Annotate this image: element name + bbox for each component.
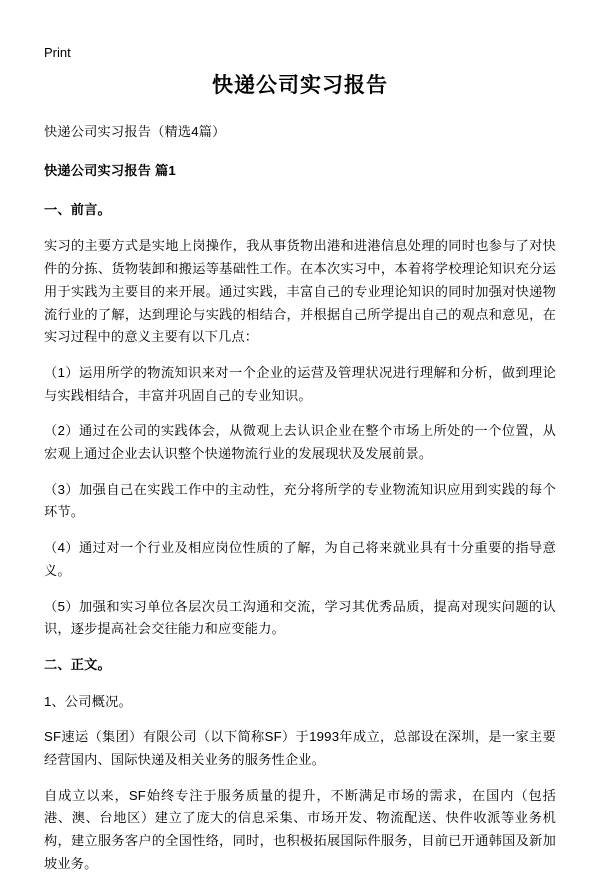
paragraph-point-3: （3）加强自己在实践工作中的主动性，充分将所学的专业物流知识应用到实践的每个环节。 — [44, 481, 556, 520]
section-heading-report-1: 快递公司实习报告 篇1 — [44, 163, 176, 178]
paragraph-point-2: （2）通过在公司的实践体会，从微观上去认识企业在整个市场上所处的一个位置，从宏观上通过企业去认识整个快递物流行业的发展现状及发展前景。 — [44, 423, 556, 462]
document-subtitle: 快递公司实习报告（精选4篇） — [44, 124, 226, 140]
section-heading-preface: 一、前言。 — [44, 201, 111, 217]
paragraph-company-intro: SF速运（集团）有限公司（以下简称SF）于1993年成立，总部设在深圳，是一家主要经营国内、国际快递及相关业务的服务性企业。 — [44, 729, 556, 768]
document-content — [44, 72, 556, 889]
paragraph-company-history: 自成立以来，SF始终专注于服务质量的提升，不断满足市场的需求，在国内（包括港、澳、台地区）建立了庞大的信息采集、市场开发、物流配送、快件收派等业务机构，建立服务客户的全国性络，同时，也积极拓展国际件服务，目前已开通韩国及新加坡业务。 — [44, 787, 556, 871]
paragraph-point-4: （4）通过对一个行业及相应岗位性质的了解，为自己将来就业具有十分重要的指导意义。 — [44, 540, 556, 578]
paragraph-company-overview-heading: 1、公司概况。 — [44, 693, 132, 709]
paragraph-preface-intro: 实习的主要方式是实地上岗操作，我从事货物出港和进港信息处理的同时也参与了对快件的分拣、货物装卸和搬运等基础性工作。在本次实习中，本着将学校理论知识充分运用于实践为主要目的来开展。通过实践，丰富自己的专业理论知识的同时加强对快递物流行业的了解，达到理论与实践的相结合，并根据自己所学提出自己的观点和意见，在实习过程中的意义主要有以下几点： — [44, 238, 556, 345]
paragraph-point-1: （1）运用所学的物流知识来对一个企业的运营及管理状况进行理解和分析，做到理论与实践相结合，丰富并巩固自己的专业知识。 — [44, 364, 556, 403]
print-button[interactable]: Print — [44, 45, 71, 60]
section-heading-main-text: 二、正文。 — [44, 656, 111, 672]
page-title: 快递公司实习报告 — [212, 74, 388, 97]
paragraph-point-5: （5）加强和实习单位各层次员工沟通和交流，学习其优秀品质，提高对现实问题的认识，逐步提高社会交往能力和应变能力。 — [44, 598, 556, 637]
